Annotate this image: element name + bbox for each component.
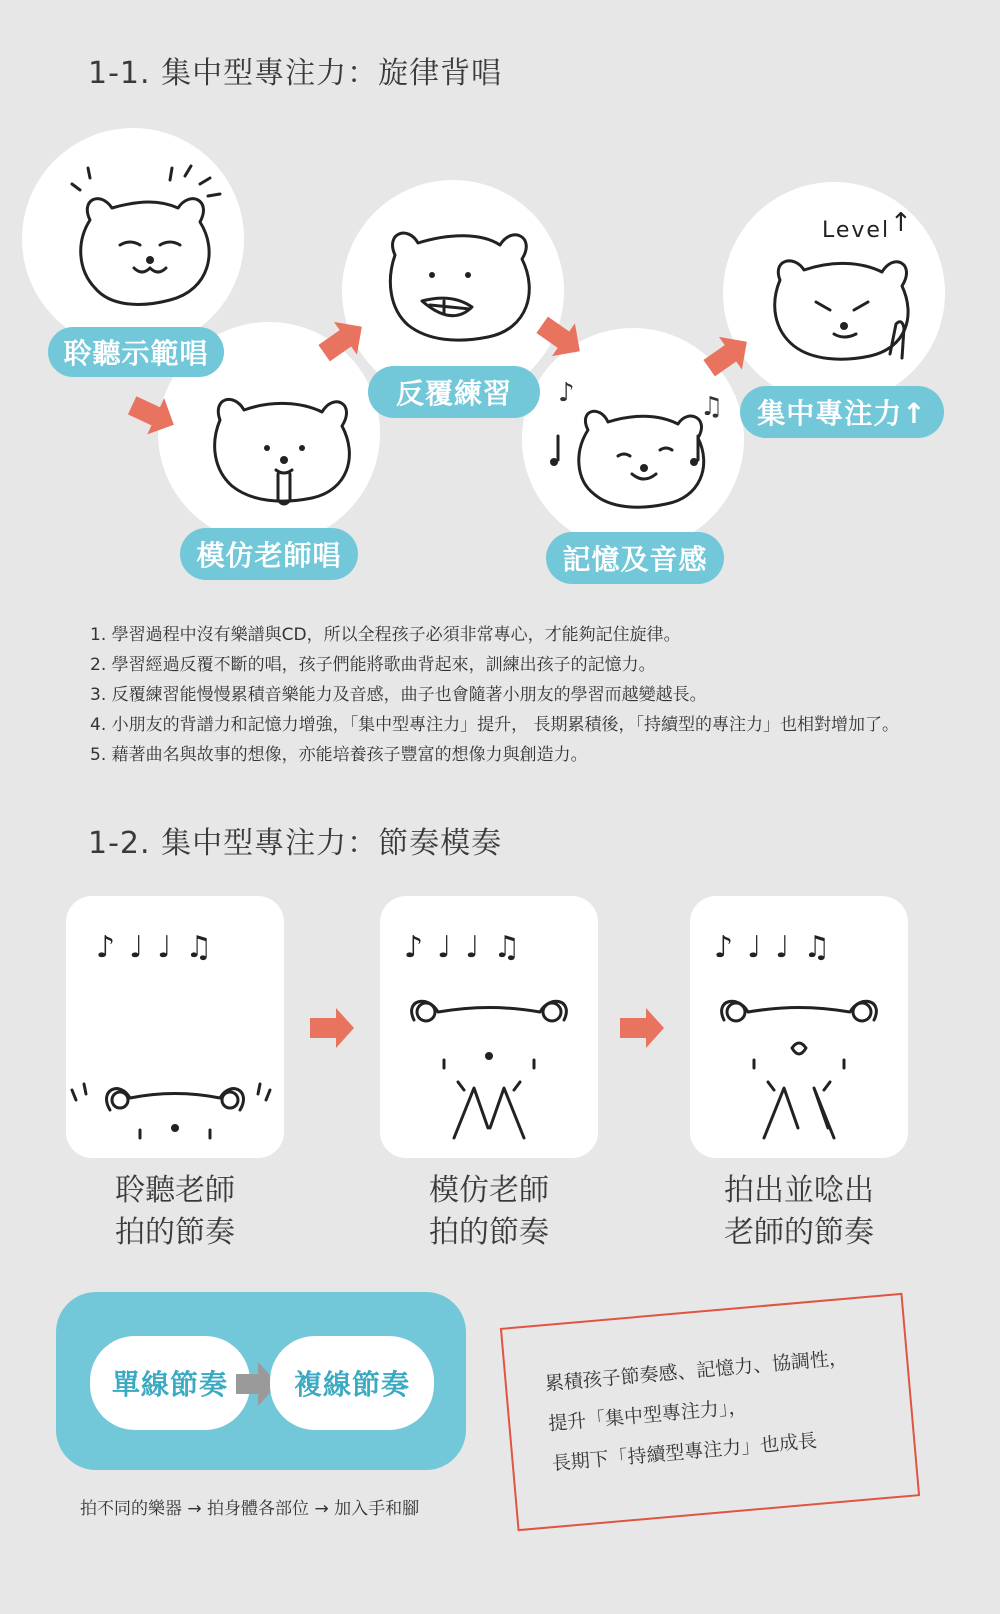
- bear-focused-icon: [750, 230, 930, 390]
- caption-listen: 聆聽老師 拍的節奏: [115, 1173, 235, 1250]
- step-label-imitate: 模仿老師唱: [180, 528, 358, 580]
- note-item: 2. 學習經過反覆不斷的唱，孩子們能將歌曲背起來，訓練出孩子的記憶力。: [90, 655, 656, 675]
- music-notes-icon: ♪♩♩♫: [404, 930, 535, 965]
- arrow-right-icon: [620, 1008, 666, 1048]
- music-note-icon: ♫: [700, 392, 724, 422]
- bear-peeking-icon: [80, 1070, 270, 1150]
- step-label-listen: 聆聽示範唱: [48, 327, 224, 377]
- arrow-right-icon: [705, 335, 755, 375]
- note-item: 5. 藉著曲名與故事的想像，亦能培養孩子豐富的想像力與創造力。: [90, 745, 588, 765]
- arrow-right-icon: [538, 318, 588, 358]
- bear-practicing-icon: [370, 205, 540, 375]
- step-label-practice: 反覆練習: [368, 366, 540, 418]
- bear-clapping-icon: [394, 990, 584, 1140]
- bear-calm-icon: [50, 160, 230, 330]
- summary-line: 累積孩子節奏感、記憶力、協調性，: [543, 1346, 849, 1396]
- level-label: Level: [822, 218, 891, 243]
- arrow-right-icon: [320, 320, 370, 360]
- arrow-right-icon: [310, 1008, 356, 1048]
- bear-singing-icon: [192, 370, 362, 540]
- progression-footnote: 拍不同的樂器 → 拍身體各部位 → 加入手和腳: [80, 1499, 420, 1519]
- caption-clap: 拍出並唸出 老師的節奏: [724, 1173, 874, 1250]
- arrow-right-icon: [130, 395, 180, 435]
- caption-imitate: 模仿老師 拍的節奏: [429, 1173, 549, 1250]
- summary-frame: [500, 1293, 920, 1531]
- section1-notes: [90, 620, 899, 770]
- music-notes-icon: ♪♩♩♫: [714, 930, 845, 965]
- summary-line: 提升「集中型專注力」，: [547, 1395, 749, 1436]
- level-up-arrow-icon: ↑: [890, 208, 912, 238]
- single-rhythm-label: 單線節奏: [90, 1336, 250, 1430]
- summary-line: 長期下「持續型專注力」也成長: [550, 1429, 818, 1475]
- note-item: 1. 學習過程中沒有樂譜與CD，所以全程孩子必須非常專心，才能夠記住旋律。: [90, 625, 681, 645]
- section2-heading: 1-2. 集中型專注力：節奏模奏: [88, 826, 503, 861]
- note-item: 3. 反覆練習能慢慢累積音樂能力及音感，曲子也會隨著小朋友的學習而越變越長。: [90, 685, 707, 705]
- bear-clap-singing-icon: [704, 990, 894, 1140]
- section1-heading: 1-1. 集中型專注力：旋律背唱: [88, 56, 503, 91]
- step-label-focus: 集中專注力↑: [740, 386, 944, 438]
- note-item: 4. 小朋友的背譜力和記憶力增強，「集中型專注力」提升， 長期累積後，「持續型的專注力」也相對增加了。: [90, 715, 900, 735]
- music-note-icon: ♪: [558, 378, 575, 408]
- music-notes-icon: ♪♩♩♫: [96, 930, 227, 965]
- compound-rhythm-label: 複線節奏: [270, 1336, 434, 1430]
- step-label-memory: 記憶及音感: [546, 532, 724, 584]
